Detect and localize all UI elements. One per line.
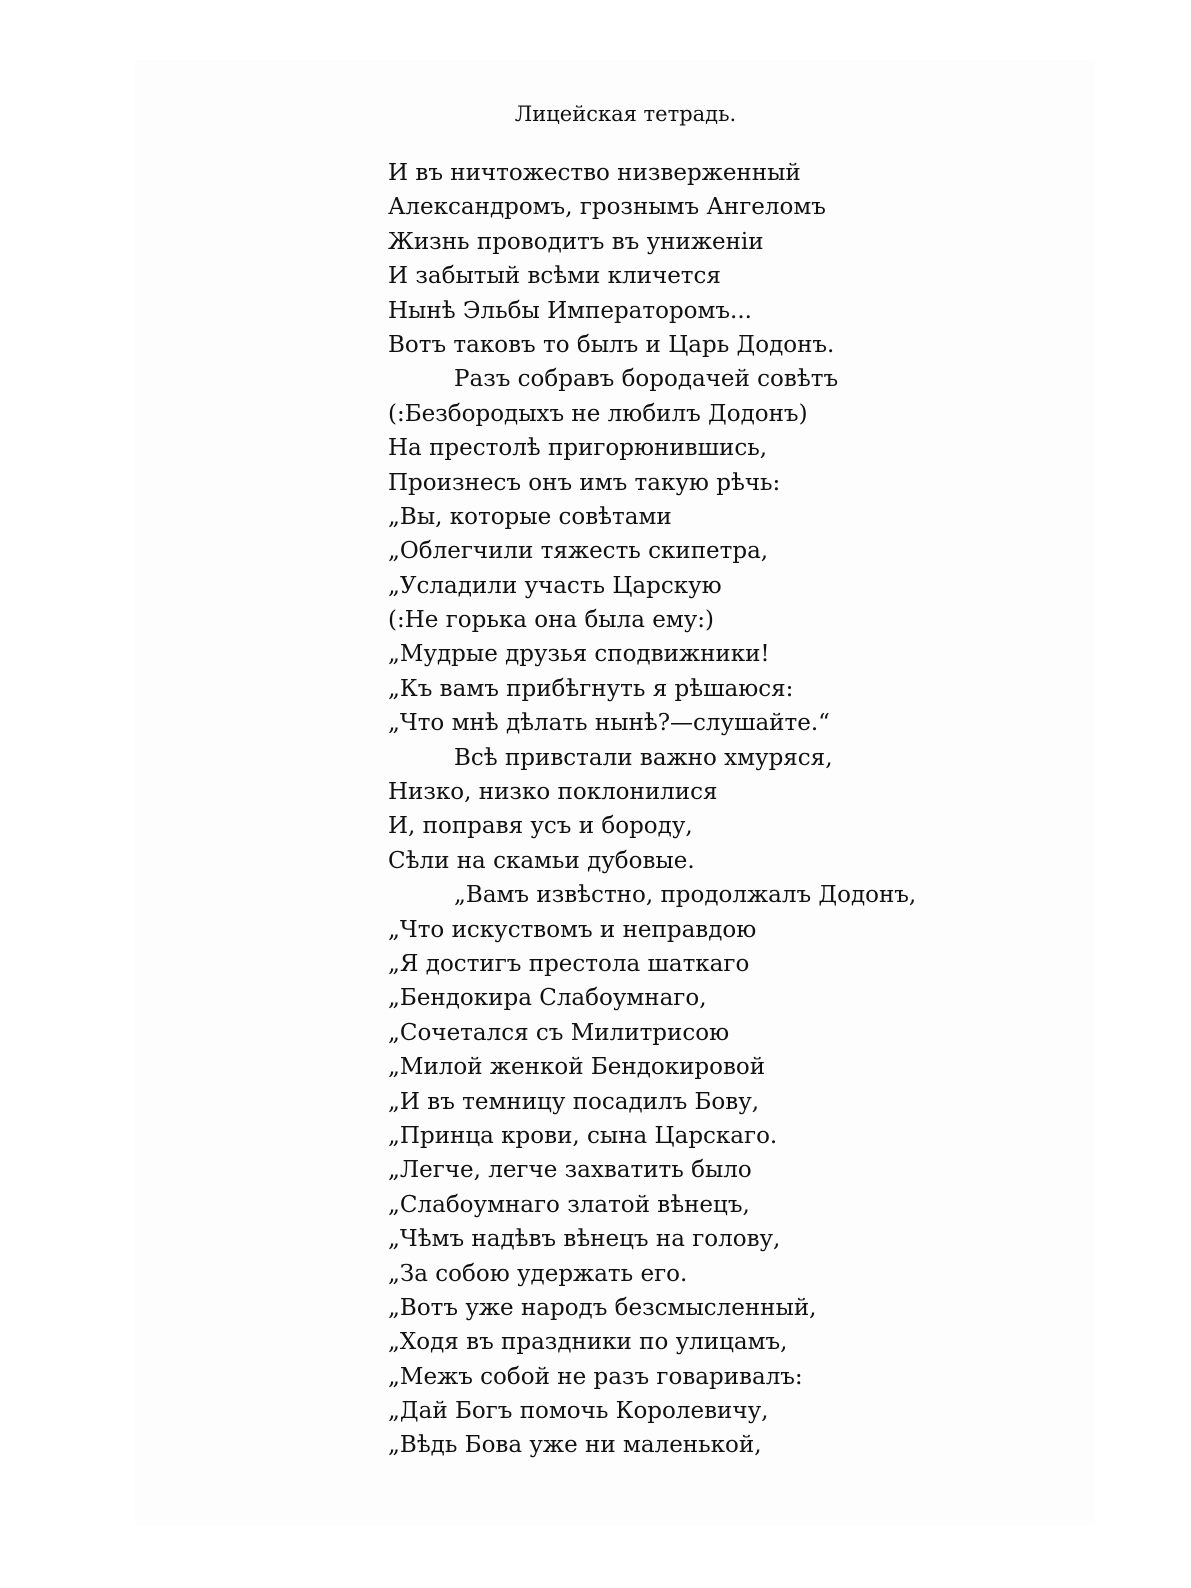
poem-line: „Вотъ уже народъ безсмысленный, bbox=[388, 1294, 817, 1321]
poem-line: И, поправя усъ и бороду, bbox=[388, 813, 693, 840]
poem-line: „Вѣдь Бова уже ни маленькой, bbox=[388, 1432, 762, 1459]
poem-line: „Вы, которые совѣтами bbox=[388, 503, 672, 530]
poem-line: „Мудрые друзья сподвижники! bbox=[388, 641, 770, 668]
poem-line: „Легче, легче захватить было bbox=[388, 1157, 752, 1184]
poem-line: „Облегчили тяжесть скипетра, bbox=[388, 538, 769, 565]
poem-line: „Къ вамъ прибѣгнуть я рѣшаюся: bbox=[388, 675, 794, 702]
poem-line: „Милой женкой Бендокировой bbox=[388, 1054, 766, 1081]
poem-line: Разъ собравъ бородачей совѣтъ bbox=[454, 366, 839, 393]
poem-line: Всѣ привстали важно хмуряся, bbox=[454, 744, 833, 771]
poem-line: Александромъ, грознымъ Ангеломъ bbox=[388, 194, 826, 221]
poem-line: На престолѣ пригорюнившись, bbox=[388, 435, 768, 462]
running-head: Лицейская тетрадь. bbox=[514, 102, 737, 126]
poem-line: „Чѣмъ надѣвъ вѣнецъ на голову, bbox=[388, 1226, 781, 1253]
poem-body bbox=[388, 156, 988, 1463]
poem-line: Произнесъ онъ имъ такую рѣчь: bbox=[388, 469, 781, 496]
poem-line: (:Безбородыхъ не любилъ Додонъ) bbox=[388, 400, 808, 427]
poem-line: Сѣли на скамьи дубовые. bbox=[388, 847, 695, 874]
poem-line: „Слабоумнаго златой вѣнецъ, bbox=[388, 1191, 750, 1218]
poem-line: „Что искуствомъ и неправдою bbox=[388, 916, 757, 943]
poem-line: (:Не горька она была ему:) bbox=[388, 607, 714, 634]
poem-line: Вотъ таковъ то былъ и Царь Додонъ. bbox=[388, 331, 835, 358]
poem-line: И забытый всѣми кличется bbox=[388, 263, 721, 290]
poem-line: Жизнь проводитъ въ униженiи bbox=[388, 228, 764, 255]
poem-line: „Сочетался съ Милитрисою bbox=[388, 1019, 730, 1046]
poem-line: „Межъ собой не разъ говаривалъ: bbox=[388, 1363, 803, 1390]
poem-line: И въ ничтожество низверженный bbox=[388, 160, 801, 186]
poem-line: Нынѣ Эльбы Императоромъ... bbox=[388, 297, 752, 324]
poem-line: „Вамъ извѣстно, продолжалъ Додонъ, bbox=[454, 882, 917, 909]
poem-line: „Ходя въ праздники по улицамъ, bbox=[388, 1329, 788, 1356]
poem-line: „Усладили участь Царскую bbox=[388, 572, 722, 599]
poem-line: „И въ темницу посадилъ Бову, bbox=[388, 1088, 760, 1115]
poem-line: „Принца крови, сына Царскаго. bbox=[388, 1122, 778, 1149]
poem-line: Низко, низко поклонилися bbox=[388, 779, 718, 806]
poem-line: „Бендокира Слабоумнаго, bbox=[388, 985, 707, 1012]
poem-line: „Дай Богъ помочь Королевичу, bbox=[388, 1398, 769, 1425]
poem-line: „Я достигъ престола шаткаго bbox=[388, 950, 750, 977]
poem-line: „Что мнѣ дѣлать нынѣ?—слушайте.“ bbox=[388, 710, 830, 737]
poem-line: „За собою удержать его. bbox=[388, 1260, 688, 1287]
